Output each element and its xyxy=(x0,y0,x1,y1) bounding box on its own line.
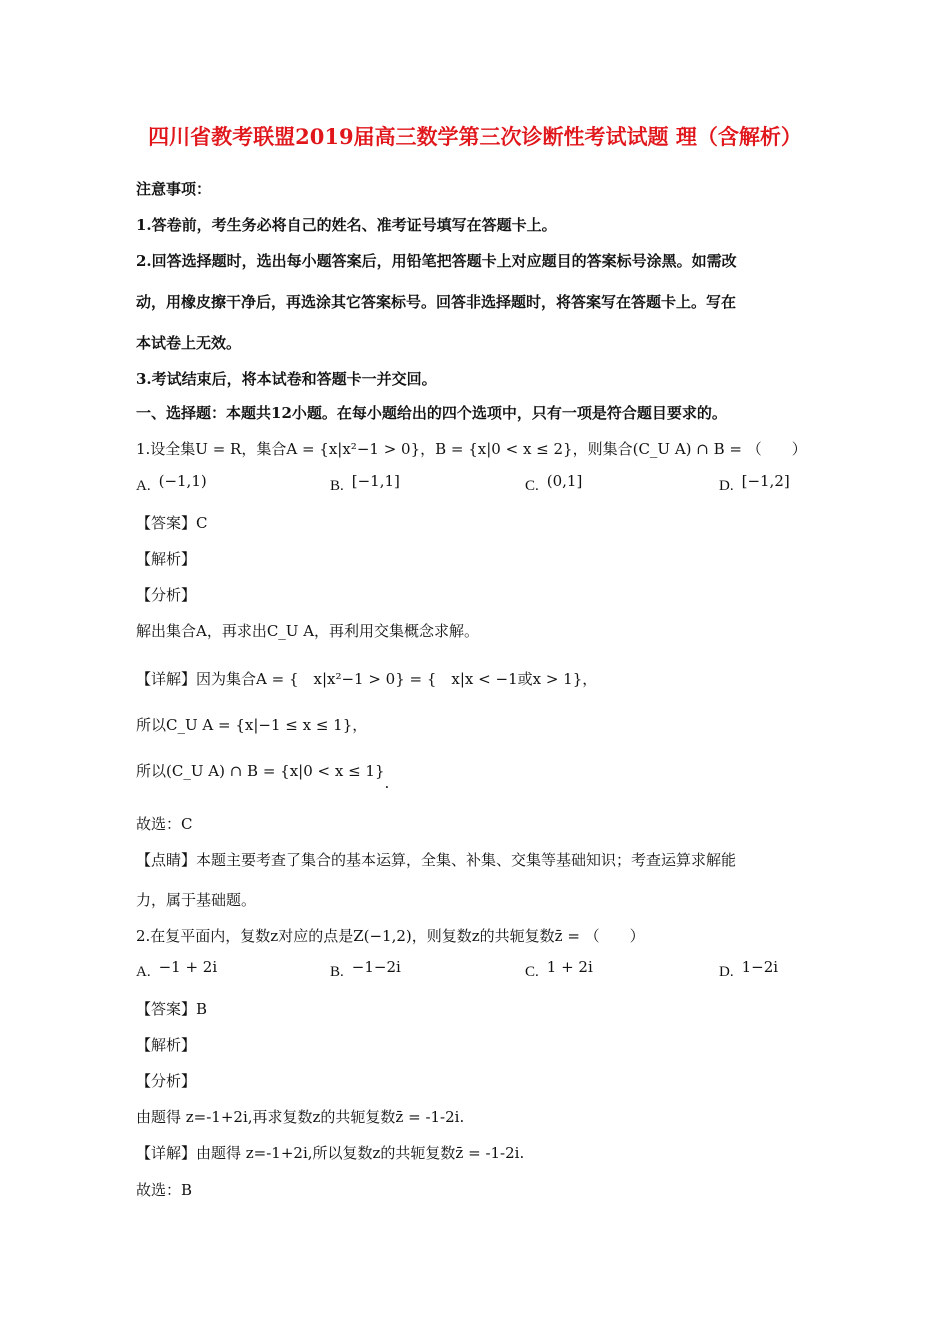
choice-1: 故选：C xyxy=(136,815,193,833)
option-label: C. xyxy=(525,478,539,494)
section-heading: 一、选择题：本题共12小题。在每小题给出的四个选项中，只有一项是符合题目要求的。 xyxy=(136,404,727,422)
jiexi-1: 【解析】 xyxy=(136,550,197,568)
question-1-stem: 1.设全集U = R，集合A = {x|x²−1 > 0}，B = {x|0 < x ≤ 2}，则集合(C_U A) ∩ B = （ ） xyxy=(136,440,807,458)
option-b xyxy=(330,958,401,981)
option-value: −1 + 2i xyxy=(158,958,218,976)
option-label: A. xyxy=(136,964,151,980)
option-label: B. xyxy=(330,964,344,980)
fenxi-1-text: 解出集合A，再求出C_U A，再利用交集概念求解。 xyxy=(136,622,480,640)
option-a xyxy=(136,958,218,981)
option-label: C. xyxy=(525,964,539,980)
question-2-stem: 2.在复平面内，复数z对应的点是Z(−1,2)，则复数z的共轭复数z̄ = （ ） xyxy=(136,927,645,945)
option-value: 1 + 2i xyxy=(546,958,593,976)
notice-heading: 注意事项： xyxy=(136,180,212,198)
option-c xyxy=(525,958,593,981)
option-value: −1−2i xyxy=(351,958,401,976)
option-label: B. xyxy=(330,478,344,494)
option-value: 1−2i xyxy=(741,958,779,976)
notice-item-3: 3.考试结束后，将本试卷和答题卡一并交回。 xyxy=(136,370,437,388)
option-value: (0,1] xyxy=(546,472,583,490)
fenxi-2: 【分析】 xyxy=(136,1072,197,1090)
comment-1-line-1: 【点睛】本题主要考查了集合的基本运算，全集、补集、交集等基础知识；考查运算求解能 xyxy=(136,851,737,869)
option-label: A. xyxy=(136,478,151,494)
option-value: [−1,2] xyxy=(741,472,790,490)
notice-item-2-cont: 动，用橡皮擦干净后，再选涂其它答案标号。回答非选择题时，将答案写在答题卡上。写在 xyxy=(136,293,737,311)
answer-2: 【答案】B xyxy=(136,1000,208,1018)
option-b xyxy=(330,472,400,495)
option-label: D. xyxy=(719,478,734,494)
detail-1-line-2: 所以C_U A = {x|−1 ≤ x ≤ 1}， xyxy=(136,716,368,734)
notice-item-2-end: 本试卷上无效。 xyxy=(136,334,242,352)
document-title: 四川省教考联盟2019届高三数学第三次诊断性考试试题 理（含解析） xyxy=(148,124,802,149)
answer-1: 【答案】C xyxy=(136,514,208,532)
option-d xyxy=(719,472,790,495)
option-value: [−1,1] xyxy=(351,472,400,490)
fenxi-1: 【分析】 xyxy=(136,586,197,604)
option-d xyxy=(719,958,779,981)
comment-1-line-2: 力，属于基础题。 xyxy=(136,891,257,909)
option-label: D. xyxy=(719,964,734,980)
option-value: (−1,1) xyxy=(158,472,207,490)
notice-item-2: 2.回答选择题时，选出每小题答案后，用铅笔把答题卡上对应题目的答案标号涂黑。如需改 xyxy=(136,252,737,270)
notice-item-1: 1.答卷前，考生务必将自己的姓名、准考证号填写在答题卡上。 xyxy=(136,216,557,234)
detail-1-line-3 xyxy=(136,760,390,792)
detail-1-line-1: 【详解】因为集合A = { x|x²−1 > 0} = { x|x < −1或x > 1}， xyxy=(136,670,598,688)
detail-1-line-3-end: . xyxy=(384,774,390,792)
detail-2: 【详解】由题得 z=-1+2i,所以复数z的共轭复数z̄ = -1-2i. xyxy=(136,1144,525,1162)
fenxi-2-text: 由题得 z=-1+2i,再求复数z的共轭复数z̄ = -1-2i. xyxy=(136,1108,465,1126)
detail-1-line-3-text: 所以(C_U A) ∩ B = {x|0 < x ≤ 1} xyxy=(136,762,385,780)
choice-2: 故选：B xyxy=(136,1181,193,1199)
jiexi-2: 【解析】 xyxy=(136,1036,197,1054)
option-c xyxy=(525,472,583,495)
option-a xyxy=(136,472,207,495)
